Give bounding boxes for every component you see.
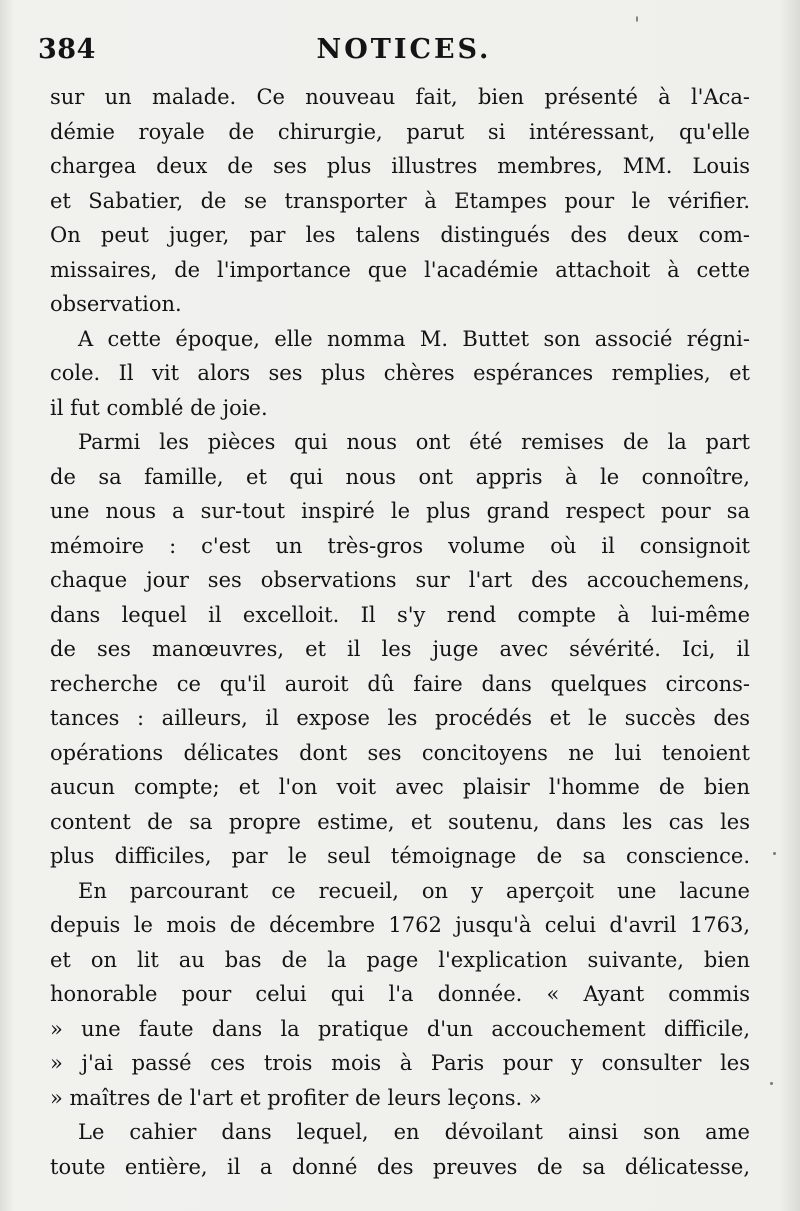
text-line: démie royale de chirurgie, parut si intéressant, qu'elle (50, 119, 750, 144)
text-line: A cette époque, elle nomma M. Buttet son associé régni- (78, 326, 750, 351)
text-line: toute entière, il a donné des preuves de sa délicatesse, (50, 1154, 750, 1179)
paper-speck (770, 1082, 773, 1085)
text-line: tances : ailleurs, il expose les procédés et le succès des (50, 706, 750, 730)
text-line: Le cahier dans lequel, en dévoilant ainsi son ame (78, 1120, 750, 1144)
page-header (38, 34, 770, 74)
text-line: de sa famille, et qui nous ont appris à le connoître, (50, 464, 750, 489)
text-line: et Sabatier, de se transporter à Etampes pour le vérifier. (50, 188, 750, 213)
text-line: chargea deux de ses plus illustres membres, MM. Louis (50, 154, 750, 178)
text-line: de ses manœuvres, et il les juge avec sévérité. Ici, il (50, 637, 750, 661)
text-line: cole. Il vit alors ses plus chères espérances remplies, et (50, 361, 750, 385)
text-line: En parcourant ce recueil, on y aperçoit une lacune (78, 878, 750, 903)
text-line: » une faute dans la pratique d'un accouchement difficile, (50, 1016, 750, 1041)
text-line: il fut comblé de joie. (50, 395, 268, 420)
text-line: et on lit au bas de la page l'explication suivante, bien (50, 947, 750, 972)
text-line: sur un malade. Ce nouveau fait, bien présenté à l'Aca- (50, 85, 750, 109)
text-line: plus difficiles, par le seul témoignage de sa conscience. (50, 844, 750, 868)
text-line: content de sa propre estime, et soutenu, dans les cas les (50, 809, 750, 834)
text-line: une nous a sur-tout inspiré le plus grand respect pour sa (50, 499, 750, 523)
text-line: recherche ce qu'il auroit dû faire dans quelques circons- (50, 671, 750, 696)
text-line: observation. (50, 292, 182, 316)
body-text (50, 80, 750, 1184)
text-line: chaque jour ses observations sur l'art des accouchemens, (50, 568, 750, 592)
text-line: dans lequel il excelloit. Il s'y rend compte à lui-même (50, 602, 750, 627)
text-line: missaires, de l'importance que l'académie attachoit à cette (50, 257, 750, 282)
text-line: On peut juger, par les talens distingués des deux com- (50, 223, 750, 247)
text-line: aucun compte; et l'on voit avec plaisir l'homme de bien (50, 775, 750, 799)
paper-speck (636, 16, 638, 22)
page-number: 384 (38, 34, 96, 65)
text-line: depuis le mois de décembre 1762 jusqu'à celui d'avril 1763, (50, 913, 750, 937)
text-line: Parmi les pièces qui nous ont été remises de la part (78, 430, 750, 454)
text-line: honorable pour celui qui l'a donnée. « Ayant commis (50, 982, 750, 1006)
paper-speck (773, 852, 776, 855)
text-line: mémoire : c'est un très-gros volume où il consignoit (50, 533, 750, 558)
running-head: NOTICES. (316, 34, 492, 65)
text-line: opérations délicates dont ses concitoyens ne lui tenoient (50, 740, 750, 765)
text-line: » maîtres de l'art et profiter de leurs leçons. » (50, 1085, 542, 1110)
text-line: » j'ai passé ces trois mois à Paris pour y consulter les (50, 1051, 750, 1075)
